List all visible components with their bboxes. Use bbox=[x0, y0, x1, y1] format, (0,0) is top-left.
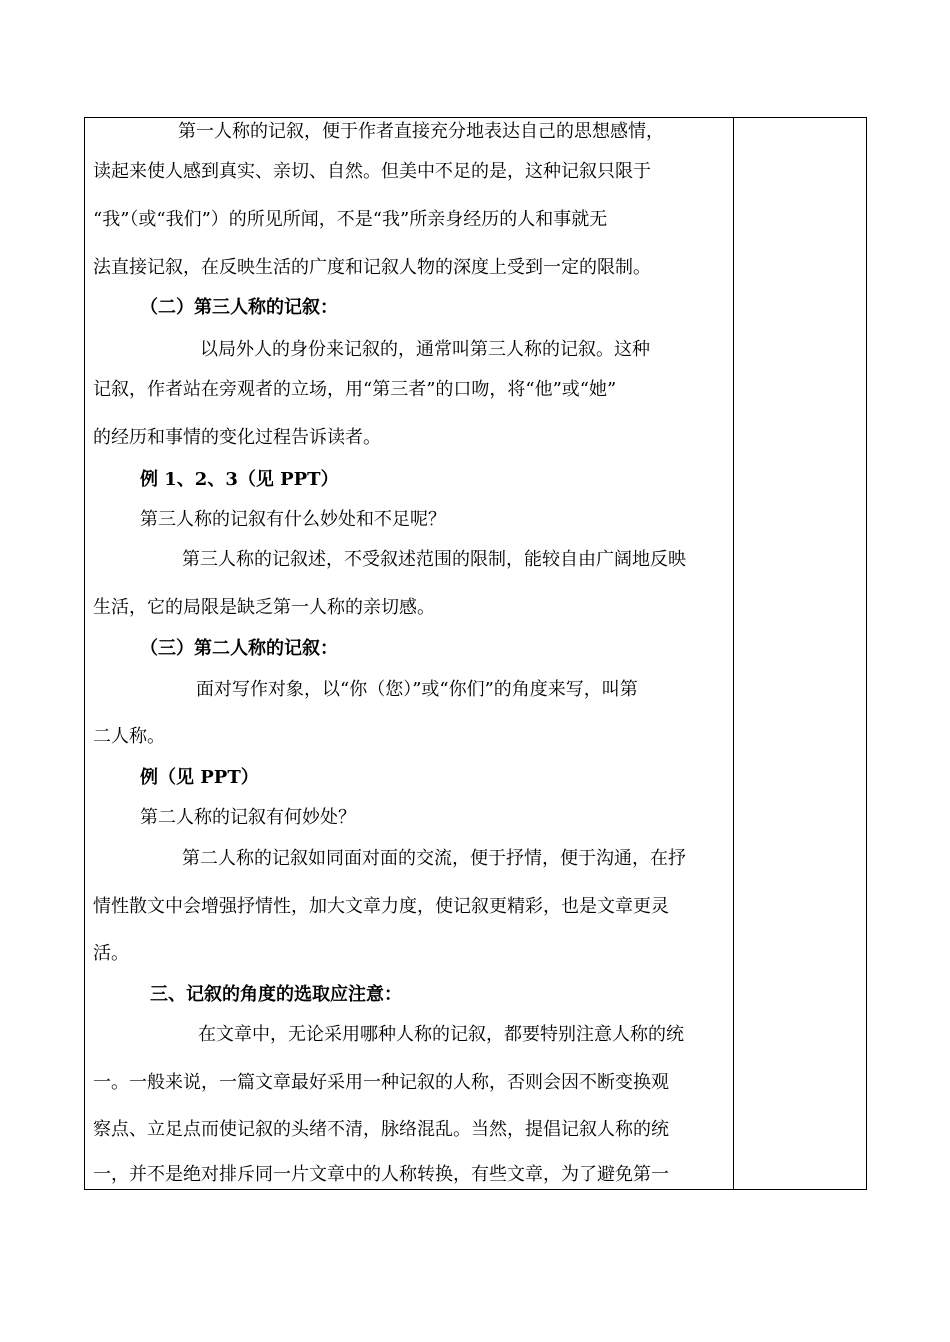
paragraph-line: 的经历和事情的变化过程告诉读者。 bbox=[93, 427, 381, 448]
paragraph-line: 第二人称的记叙如同面对面的交流，便于抒情，便于沟通，在抒 bbox=[182, 848, 686, 869]
paragraph-line: 察点、立足点而使记叙的头绪不清，脉络混乱。当然，提倡记叙人称的统 bbox=[93, 1119, 669, 1140]
paragraph-line: 第三人称的记叙述，不受叙述范围的限制，能较自由广阔地反映 bbox=[182, 549, 686, 570]
paragraph-line: 活。 bbox=[93, 943, 129, 964]
paragraph-line: 一。一般来说，一篇文章最好采用一种记叙的人称，否则会因不断变换观 bbox=[93, 1072, 669, 1093]
question-line: 第二人称的记叙有何妙处？ bbox=[140, 807, 356, 828]
paragraph-line: 情性散文中会增强抒情性，加大文章力度，使记叙更精彩，也是文章更灵 bbox=[93, 896, 669, 917]
paragraph-line: 二人称。 bbox=[93, 726, 165, 747]
paragraph-line: 以局外人的身份来记叙的，通常叫第三人称的记叙。这种 bbox=[200, 339, 650, 360]
example-line: 例 1、2、3（见 PPT） bbox=[140, 469, 339, 490]
paragraph-line: 读起来使人感到真实、亲切、自然。但美中不足的是，这种记叙只限于 bbox=[93, 161, 651, 182]
paragraph-line: 在文章中，无论采用哪种人称的记叙，都要特别注意人称的统 bbox=[198, 1024, 684, 1045]
paragraph-line: “我”（或“我们”）的所见所闻，不是“我”所亲身经历的人和事就无 bbox=[93, 209, 608, 230]
paragraph-line: 一，并不是绝对排斥同一片文章中的人称转换，有些文章，为了避免第一 bbox=[93, 1164, 669, 1185]
notes-column bbox=[734, 118, 866, 1189]
example-line: 例（见 PPT） bbox=[140, 767, 259, 788]
paragraph-line: 记叙，作者站在旁观者的立场，用“第三者”的口吻，将“他”或“她” bbox=[93, 379, 617, 400]
section-heading-third-person: （二）第三人称的记叙： bbox=[140, 297, 338, 318]
section-heading-notes: 三、记叙的角度的选取应注意： bbox=[150, 984, 402, 1005]
question-line: 第三人称的记叙有什么妙处和不足呢？ bbox=[140, 509, 446, 530]
paragraph-line: 法直接记叙，在反映生活的广度和记叙人物的深度上受到一定的限制。 bbox=[93, 257, 651, 278]
paragraph-line: 生活，它的局限是缺乏第一人称的亲切感。 bbox=[93, 597, 435, 618]
paragraph-line: 第一人称的记叙，便于作者直接充分地表达自己的思想感情， bbox=[178, 121, 664, 142]
paragraph-line: 面对写作对象，以“你（您）”或“你们”的角度来写，叫第 bbox=[196, 679, 638, 700]
section-heading-second-person: （三）第二人称的记叙： bbox=[140, 638, 338, 659]
